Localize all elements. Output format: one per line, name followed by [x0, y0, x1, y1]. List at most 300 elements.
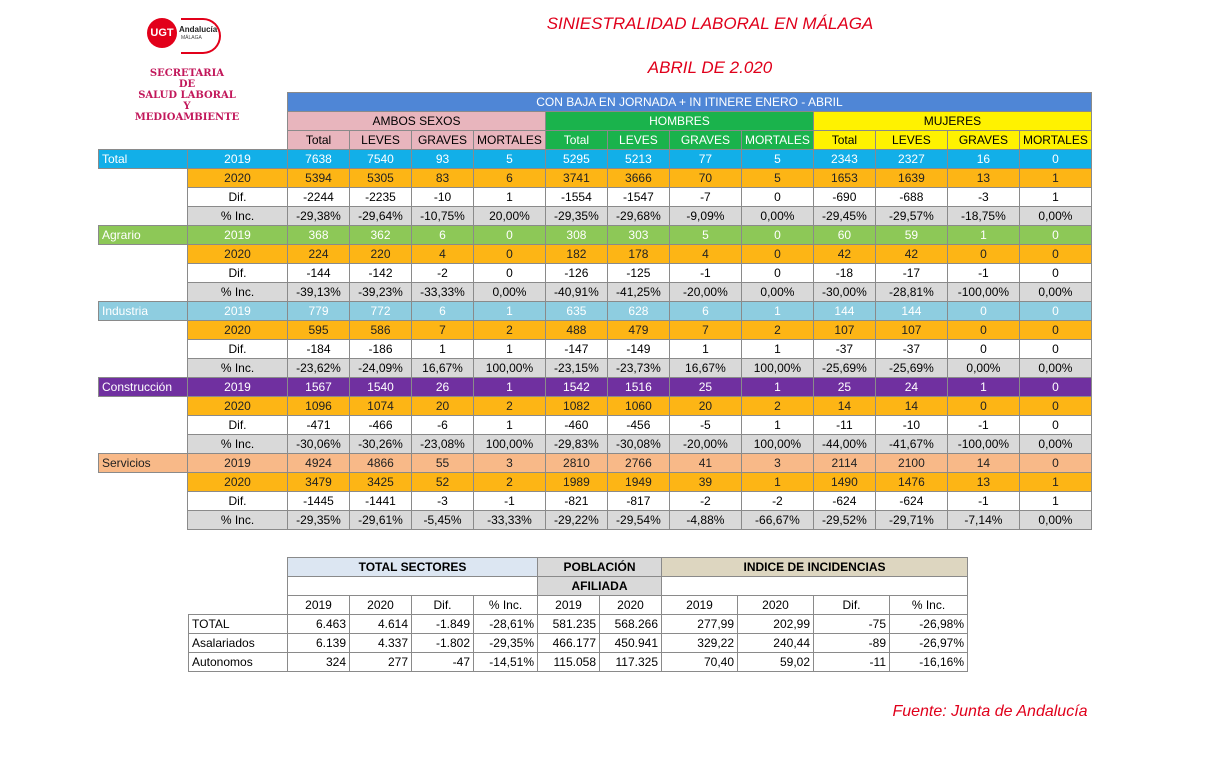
table-row [99, 359, 1092, 378]
table-cell: -2244 [288, 188, 350, 207]
row-label: 2019 [188, 226, 288, 245]
table-cell: 13 [947, 473, 1019, 492]
table-cell: 7638 [288, 150, 350, 169]
table-cell: 59 [875, 226, 947, 245]
table-cell: 202,99 [738, 615, 814, 634]
table-cell: -18,75% [947, 207, 1019, 226]
table-cell: 115.058 [538, 653, 600, 672]
table-row [99, 188, 1092, 207]
table-cell: -28,81% [875, 283, 947, 302]
logo-sub: MÁLAGA [181, 35, 202, 41]
table-cell: -23,73% [607, 359, 669, 378]
table-cell: 20 [412, 397, 474, 416]
table-cell: 586 [350, 321, 412, 340]
table-cell: 1060 [607, 397, 669, 416]
table-row [99, 473, 1092, 492]
table-cell: 0 [741, 226, 813, 245]
blank-cell [99, 112, 288, 131]
table-cell: 1 [947, 226, 1019, 245]
blank-cell [99, 416, 188, 435]
table-row [99, 245, 1092, 264]
table-cell: 1074 [350, 397, 412, 416]
table-row [99, 378, 1092, 397]
table-cell: 14 [813, 397, 875, 416]
table-cell: -1 [947, 416, 1019, 435]
row-label: Dif. [188, 492, 288, 511]
blank-cell [288, 577, 538, 596]
secretaria-line: SALUD LABORAL [138, 90, 236, 101]
table-cell: -29,35% [545, 207, 607, 226]
table-cell: 303 [607, 226, 669, 245]
table-cell: -100,00% [947, 283, 1019, 302]
table-cell: 3 [474, 454, 546, 473]
table-cell: 0 [1019, 321, 1091, 340]
table-cell: 0 [947, 340, 1019, 359]
table-cell: 2 [474, 397, 546, 416]
table-cell: -29,57% [875, 207, 947, 226]
table-cell: -1 [669, 264, 741, 283]
blank-cell [99, 359, 188, 378]
table-cell: 13 [947, 169, 1019, 188]
table-cell: -149 [607, 340, 669, 359]
table-cell: 2 [741, 397, 813, 416]
table-cell: -29,61% [350, 511, 412, 530]
table-cell: -30,00% [813, 283, 875, 302]
table-cell: 60 [813, 226, 875, 245]
table-cell: 2810 [545, 454, 607, 473]
group-total-sectores: TOTAL SECTORES [288, 558, 538, 577]
table-cell: -142 [350, 264, 412, 283]
table-cell: -10,75% [412, 207, 474, 226]
table-cell: 1567 [288, 378, 350, 397]
blank-cell [99, 435, 188, 454]
table-cell: -28,61% [474, 615, 538, 634]
table-row [99, 397, 1092, 416]
table-cell: 1949 [607, 473, 669, 492]
table-cell: 277 [350, 653, 412, 672]
table-row [99, 435, 1092, 454]
table-cell: -18 [813, 264, 875, 283]
table-cell: 6 [412, 226, 474, 245]
table-cell: 0 [947, 245, 1019, 264]
row-label: Dif. [188, 340, 288, 359]
table-cell: -186 [350, 340, 412, 359]
sector-label: Total [99, 150, 188, 169]
row-label: 2020 [188, 245, 288, 264]
column-header: 2020 [350, 596, 412, 615]
table-cell: 368 [288, 226, 350, 245]
ugt-logo-icon: UGT [147, 18, 177, 48]
table-cell: 224 [288, 245, 350, 264]
row-label: 2020 [188, 169, 288, 188]
blank-cell [99, 473, 188, 492]
table-cell: 3 [741, 454, 813, 473]
row-label: 2019 [188, 150, 288, 169]
table-row [189, 653, 968, 672]
table-cell: 0,00% [1019, 207, 1091, 226]
table-cell: -11 [813, 416, 875, 435]
table-cell: 0 [1019, 150, 1091, 169]
table-cell: 25 [813, 378, 875, 397]
table-cell: -33,33% [474, 511, 546, 530]
table-cell: 450.941 [600, 634, 662, 653]
table-cell: 1 [1019, 169, 1091, 188]
table-cell: 1 [741, 416, 813, 435]
table-cell: -10 [875, 416, 947, 435]
table-cell: 0 [1019, 264, 1091, 283]
table-cell: 1 [474, 378, 546, 397]
table-cell: 5 [474, 150, 546, 169]
secretaria-line: Y [183, 101, 191, 112]
column-header: MORTALES [1019, 131, 1091, 150]
summary-table [188, 557, 968, 672]
table-cell: 117.325 [600, 653, 662, 672]
table-cell: 0,00% [947, 359, 1019, 378]
table-cell: 1653 [813, 169, 875, 188]
table-cell: 1542 [545, 378, 607, 397]
table-cell: 144 [875, 302, 947, 321]
table-cell: 488 [545, 321, 607, 340]
table-cell: 0 [741, 264, 813, 283]
table-cell: -466 [350, 416, 412, 435]
table-cell: 5 [741, 150, 813, 169]
blank-cell [99, 245, 188, 264]
table-cell: 0 [1019, 340, 1091, 359]
table-cell: 1 [741, 473, 813, 492]
table-cell: -23,62% [288, 359, 350, 378]
table-cell: 2100 [875, 454, 947, 473]
column-header: GRAVES [947, 131, 1019, 150]
table-cell: 240,44 [738, 634, 814, 653]
table-cell: -2 [741, 492, 813, 511]
table-cell: 77 [669, 150, 741, 169]
table-cell: 1490 [813, 473, 875, 492]
table-cell: -5,45% [412, 511, 474, 530]
table-cell: 93 [412, 150, 474, 169]
table-cell: -1 [947, 492, 1019, 511]
column-header: 2019 [538, 596, 600, 615]
table-cell: -26,97% [890, 634, 968, 653]
table-cell: 0 [947, 302, 1019, 321]
table-row [99, 169, 1092, 188]
table-cell: 20,00% [474, 207, 546, 226]
table-cell: 1 [412, 340, 474, 359]
table-cell: -30,08% [607, 435, 669, 454]
table-cell: 1989 [545, 473, 607, 492]
table-cell: 1 [741, 378, 813, 397]
table-cell: -23,08% [412, 435, 474, 454]
page-title: SINIESTRALIDAD LABORAL EN MÁLAGA [546, 14, 874, 33]
table-row [99, 321, 1092, 340]
table-cell: -66,67% [741, 511, 813, 530]
row-label: % Inc. [188, 359, 288, 378]
table-cell: -471 [288, 416, 350, 435]
blank-cell [189, 577, 288, 596]
table-cell: -144 [288, 264, 350, 283]
sector-label: Industria [99, 302, 188, 321]
table-cell: 107 [813, 321, 875, 340]
table-cell: 2343 [813, 150, 875, 169]
table-cell: 178 [607, 245, 669, 264]
table-cell: -75 [814, 615, 890, 634]
table-cell: 42 [875, 245, 947, 264]
table-cell: -460 [545, 416, 607, 435]
blank-cell [99, 264, 188, 283]
table-cell: 0 [1019, 302, 1091, 321]
table-cell: 26 [412, 378, 474, 397]
table-cell: 4.337 [350, 634, 412, 653]
table-cell: 595 [288, 321, 350, 340]
table-row [99, 340, 1092, 359]
table-cell: -29,38% [288, 207, 350, 226]
table-cell: 4 [412, 245, 474, 264]
table-row [189, 615, 968, 634]
table-cell: 0 [741, 245, 813, 264]
table-cell: 0 [947, 397, 1019, 416]
group-ambos-sexos: AMBOS SEXOS [288, 112, 546, 131]
secretaria-line: DE [178, 79, 196, 90]
table-cell: 14 [875, 397, 947, 416]
table-cell: -29,22% [545, 511, 607, 530]
table-cell: 0 [474, 264, 546, 283]
column-header: LEVES [350, 131, 412, 150]
table-row [99, 226, 1092, 245]
table-cell: -1.849 [412, 615, 474, 634]
column-header: 2019 [662, 596, 738, 615]
table-cell: 3741 [545, 169, 607, 188]
table-cell: -1 [474, 492, 546, 511]
table-row [99, 511, 1092, 530]
row-label: 2019 [188, 302, 288, 321]
table-cell: 1540 [350, 378, 412, 397]
table-cell: 16,67% [412, 359, 474, 378]
table-cell: 4924 [288, 454, 350, 473]
table-cell: 466.177 [538, 634, 600, 653]
table-cell: 70,40 [662, 653, 738, 672]
table-cell: -624 [813, 492, 875, 511]
table-cell: 25 [669, 378, 741, 397]
table-cell: -39,23% [350, 283, 412, 302]
column-header: Dif. [412, 596, 474, 615]
row-label: Asalariados [189, 634, 288, 653]
row-label: % Inc. [188, 511, 288, 530]
table-cell: 772 [350, 302, 412, 321]
row-label: 2020 [188, 321, 288, 340]
column-header: Total [813, 131, 875, 150]
column-header: LEVES [607, 131, 669, 150]
sector-label: Construcción [99, 378, 188, 397]
column-header: % Inc. [474, 596, 538, 615]
table-cell: -29,52% [813, 511, 875, 530]
table-cell: 182 [545, 245, 607, 264]
table-cell: 5305 [350, 169, 412, 188]
ugt-logo [145, 18, 235, 58]
table-cell: 0 [1019, 226, 1091, 245]
table-cell: -17 [875, 264, 947, 283]
table-cell: -821 [545, 492, 607, 511]
table-cell: 1 [741, 302, 813, 321]
row-label: 2019 [188, 378, 288, 397]
blank-cell [99, 283, 188, 302]
table-cell: -2235 [350, 188, 412, 207]
table-cell: 2114 [813, 454, 875, 473]
table-cell: 52 [412, 473, 474, 492]
table-cell: -44,00% [813, 435, 875, 454]
table-cell: 329,22 [662, 634, 738, 653]
table-cell: 0,00% [1019, 359, 1091, 378]
table-row [99, 416, 1092, 435]
secretaria-line: SECRETARIA [149, 68, 225, 79]
table-cell: 144 [813, 302, 875, 321]
table-cell: 3425 [350, 473, 412, 492]
table-cell: -3 [947, 188, 1019, 207]
row-label: % Inc. [188, 435, 288, 454]
blank-cell [99, 321, 188, 340]
table-cell: 1096 [288, 397, 350, 416]
table-cell: 628 [607, 302, 669, 321]
table-cell: -37 [813, 340, 875, 359]
table-cell: -688 [875, 188, 947, 207]
group-hombres: HOMBRES [545, 112, 813, 131]
table-cell: -2 [669, 492, 741, 511]
table-cell: 1639 [875, 169, 947, 188]
table-cell: 4.614 [350, 615, 412, 634]
group-poblacion-afiliada-2: AFILIADA [538, 577, 662, 596]
table-cell: 1 [1019, 473, 1091, 492]
main-table [98, 92, 1092, 530]
table-cell: -39,13% [288, 283, 350, 302]
row-label: % Inc. [188, 207, 288, 226]
column-header: MORTALES [474, 131, 546, 150]
table-cell: 100,00% [741, 359, 813, 378]
table-cell: -1554 [545, 188, 607, 207]
table-cell: -20,00% [669, 435, 741, 454]
table-cell: -624 [875, 492, 947, 511]
table-cell: 2 [474, 321, 546, 340]
column-header: Total [288, 131, 350, 150]
table-cell: 362 [350, 226, 412, 245]
blank-cell [189, 596, 288, 615]
table-row [99, 150, 1092, 169]
table-cell: 107 [875, 321, 947, 340]
table-cell: -1441 [350, 492, 412, 511]
table-cell: -25,69% [875, 359, 947, 378]
secretaria-line: MEDIOAMBIENTE [134, 112, 240, 123]
table-cell: 0 [947, 321, 1019, 340]
row-label: % Inc. [188, 283, 288, 302]
table-cell: 7 [669, 321, 741, 340]
table-cell: 3666 [607, 169, 669, 188]
table-row [99, 492, 1092, 511]
table-cell: -29,83% [545, 435, 607, 454]
table-cell: 0 [1019, 378, 1091, 397]
table-row [99, 264, 1092, 283]
column-header: 2020 [738, 596, 814, 615]
table-cell: 2766 [607, 454, 669, 473]
table-cell: 479 [607, 321, 669, 340]
table-cell: 0 [1019, 397, 1091, 416]
table-cell: 6.139 [288, 634, 350, 653]
table-cell: -126 [545, 264, 607, 283]
table-cell: 100,00% [741, 435, 813, 454]
table-row [189, 634, 968, 653]
table-cell: -1445 [288, 492, 350, 511]
table-cell: 2 [741, 321, 813, 340]
table-cell: -89 [814, 634, 890, 653]
table-cell: -33,33% [412, 283, 474, 302]
column-header: % Inc. [890, 596, 968, 615]
table-cell: 7540 [350, 150, 412, 169]
table-cell: 220 [350, 245, 412, 264]
table-cell: 20 [669, 397, 741, 416]
table-cell: 6 [669, 302, 741, 321]
column-header: LEVES [875, 131, 947, 150]
table-cell: -1.802 [412, 634, 474, 653]
column-header: Dif. [814, 596, 890, 615]
table-cell: -25,69% [813, 359, 875, 378]
table-row [99, 207, 1092, 226]
table-cell: 2327 [875, 150, 947, 169]
table-cell: 324 [288, 653, 350, 672]
table-cell: 308 [545, 226, 607, 245]
table-cell: 1 [474, 302, 546, 321]
table-cell: 1 [474, 416, 546, 435]
row-label: Dif. [188, 188, 288, 207]
table-cell: 7 [412, 321, 474, 340]
table-cell: -29,68% [607, 207, 669, 226]
table-cell: 2 [474, 473, 546, 492]
table-cell: 0,00% [1019, 435, 1091, 454]
table-cell: -9,09% [669, 207, 741, 226]
table-cell: -16,16% [890, 653, 968, 672]
blank-cell [662, 577, 968, 596]
table-cell: 70 [669, 169, 741, 188]
table-cell: 0,00% [1019, 283, 1091, 302]
table-cell: 83 [412, 169, 474, 188]
table-cell: -6 [412, 416, 474, 435]
table-cell: -817 [607, 492, 669, 511]
table-cell: -40,91% [545, 283, 607, 302]
table-cell: 100,00% [474, 435, 546, 454]
table-cell: -47 [412, 653, 474, 672]
table-cell: -29,64% [350, 207, 412, 226]
table-cell: -29,54% [607, 511, 669, 530]
table-cell: 0 [474, 226, 546, 245]
column-header: 2020 [600, 596, 662, 615]
row-label: Dif. [188, 264, 288, 283]
table-cell: 1 [669, 340, 741, 359]
table-cell: -29,35% [288, 511, 350, 530]
table-cell: 5 [669, 226, 741, 245]
table-cell: 41 [669, 454, 741, 473]
table-cell: 3479 [288, 473, 350, 492]
table-cell: 1082 [545, 397, 607, 416]
table-cell: -26,98% [890, 615, 968, 634]
table-cell: -14,51% [474, 653, 538, 672]
column-header: Total [545, 131, 607, 150]
group-poblacion-afiliada: POBLACIÓN [538, 558, 662, 577]
table-cell: 5213 [607, 150, 669, 169]
sector-label: Servicios [99, 454, 188, 473]
table-cell: -7,14% [947, 511, 1019, 530]
table-cell: 6.463 [288, 615, 350, 634]
table-cell: -37 [875, 340, 947, 359]
column-header: GRAVES [669, 131, 741, 150]
table-cell: -2 [412, 264, 474, 283]
row-label: Autonomos [189, 653, 288, 672]
table-cell: -23,15% [545, 359, 607, 378]
table-cell: 14 [947, 454, 1019, 473]
